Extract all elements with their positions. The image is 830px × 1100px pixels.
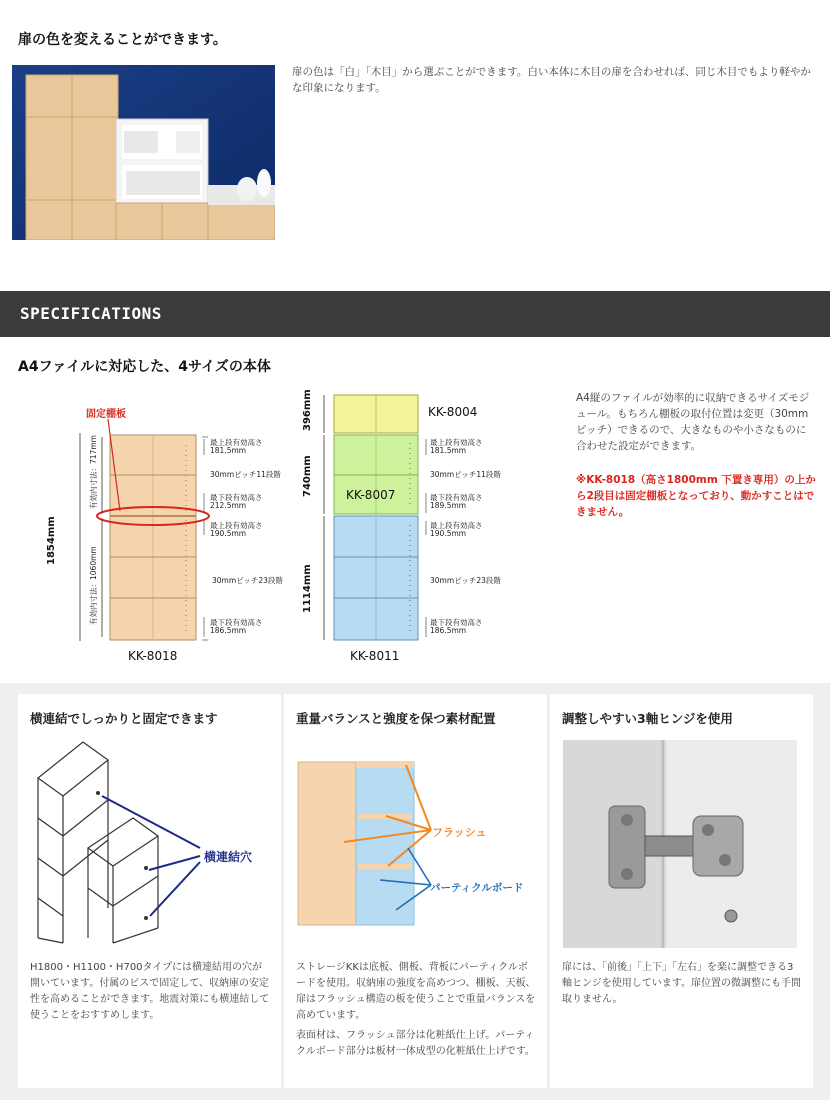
height-740-label: 740mm xyxy=(302,455,313,497)
hinge-card-text: 扉には、「前後」「上下」「左右」を楽に調整できる3軸ヒンジを使用しています。扉位置の微調整にも手間取りません。 xyxy=(562,962,801,1005)
inner-lower-label: 有効内寸法：1060mm xyxy=(89,546,98,625)
fixed-shelf-note: ※KK-8018（高さ1800mm 下置き専用）の上から2段目は固定棚板となっており、動かすことはできません。 xyxy=(576,474,816,518)
feature-card-coupling xyxy=(18,694,281,1088)
left-bottom-effective-val: 212.5mm xyxy=(210,501,247,510)
left-top2-effective: 最上段有効高さ xyxy=(210,521,263,530)
right-pitch23: 30mmピッチ23段階 xyxy=(430,576,501,585)
a4-section-text: A4縦のファイルが効率的に収納できるサイズモジュール。もちろん棚板の取付位置は変更（30mmピッチ）できるので、大きなものや小さなものに合わせた設定ができます。 xyxy=(576,392,810,452)
right-top-effective: 最上段有効高さ xyxy=(430,438,483,447)
left-pitch23: 30mmピッチ23段階 xyxy=(212,576,283,585)
door-photo xyxy=(12,65,275,240)
coupling-hole-callout: 横連結穴 xyxy=(204,850,253,864)
left-bottom2-effective: 最下段有効高さ xyxy=(210,618,263,627)
model-kk-8018: KK-8018 xyxy=(128,649,178,663)
coupling-illustration xyxy=(28,738,271,948)
hinge-photo xyxy=(563,740,797,948)
left-top2-effective-val: 190.5mm xyxy=(210,529,247,538)
specifications-label: SPECIFICATIONS xyxy=(20,304,162,323)
right-bottom-effective: 最下段有効高さ xyxy=(430,493,483,502)
materials-card-text2: 表面材は、フラッシュ部分は化粧紙仕上げ。パーティクルボード部分は板材一体成型の化粧紙仕上げです。 xyxy=(296,1030,535,1057)
height-1114-label: 1114mm xyxy=(302,564,313,613)
model-kk-8011: KK-8011 xyxy=(350,649,400,663)
size-diagram xyxy=(0,385,560,675)
inner-upper-label: 有効内寸法：717mm xyxy=(89,435,98,509)
model-kk-8004: KK-8004 xyxy=(428,405,478,419)
right-bottom-effective-val: 189.5mm xyxy=(430,501,467,510)
right-bottom2-effective-val: 186.5mm xyxy=(430,626,467,635)
right-top-effective-val: 181.5mm xyxy=(430,446,467,455)
flush-callout: フラッシュ xyxy=(432,826,487,839)
height-1854-label: 1854mm xyxy=(46,516,57,565)
left-top-effective: 最上段有効高さ xyxy=(210,438,263,447)
left-bottom-effective: 最下段有効高さ xyxy=(210,493,263,502)
feature-card-hinge xyxy=(550,694,813,1088)
right-bottom2-effective: 最下段有効高さ xyxy=(430,618,483,627)
right-top2-effective-val: 190.5mm xyxy=(430,529,467,538)
height-396-label: 396mm xyxy=(302,389,313,431)
materials-illustration xyxy=(296,760,536,930)
door-section-text: 扉の色は「白」「木目」から選ぶことができます。白い本体に木目の扉を合わせれば、同じ木目でもより軽やかな印象になります。 xyxy=(292,66,811,94)
coupling-card-title: 横連結でしっかりと固定できます xyxy=(30,711,218,726)
materials-card-text: ストレージKKは底板、側板、背板にパーティクルボードを使用。収納庫の強度を高めつつ、棚板、天板、扉はフラッシュ構造の板を使うことで重量バランスを高めています。 xyxy=(296,962,536,1021)
left-bottom2-effective-val: 186.5mm xyxy=(210,626,247,635)
feature-card-materials xyxy=(284,694,547,1088)
hinge-card-title: 調整しやすい3軸ヒンジを使用 xyxy=(562,711,733,726)
coupling-card-text: H1800・H1100・H700タイプには横連結用の穴が開いています。付属のビスで固定して、収納庫の安定性を高めることができます。地震対策にも横連結して使うことをおすすめします。 xyxy=(30,962,270,1021)
door-section-title: 扉の色を変えることができます。 xyxy=(18,32,227,48)
fixed-shelf-label: 固定棚板 xyxy=(86,409,126,420)
specifications-header xyxy=(0,291,830,337)
particle-board-callout: パーティクルボード xyxy=(430,882,524,894)
right-top2-effective: 最上段有効高さ xyxy=(430,521,483,530)
left-top-effective-val: 181.5mm xyxy=(210,446,247,455)
left-pitch11: 30mmピッチ11段階 xyxy=(210,470,281,479)
right-pitch11: 30mmピッチ11段階 xyxy=(430,470,501,479)
a4-section-title: A4ファイルに対応した、4サイズの本体 xyxy=(18,359,271,375)
model-kk-8007: KK-8007 xyxy=(346,488,396,502)
materials-card-title: 重量バランスと強度を保つ素材配置 xyxy=(296,711,496,726)
